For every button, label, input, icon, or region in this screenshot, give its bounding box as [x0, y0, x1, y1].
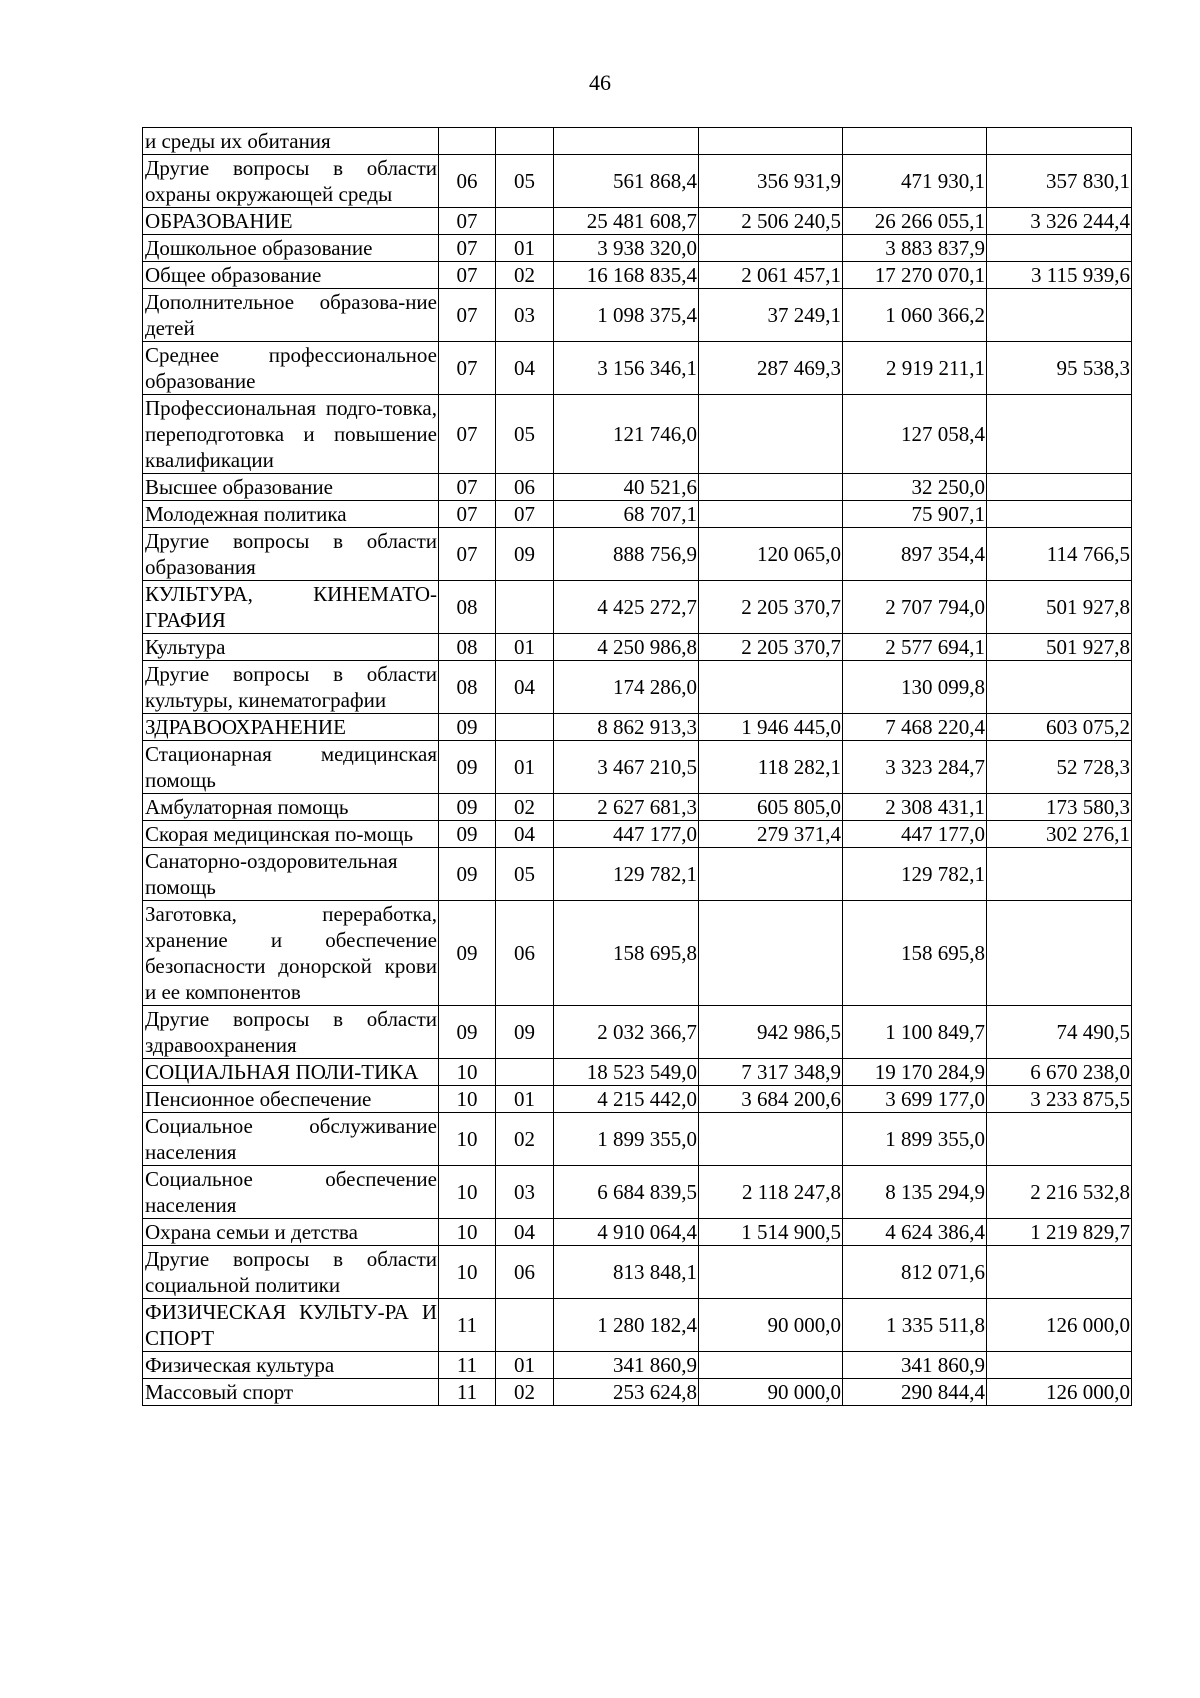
section-code-cell	[439, 128, 496, 155]
amount-cell-2: 2 205 370,7	[699, 634, 843, 661]
amount-cell-2: 356 931,9	[699, 155, 843, 208]
amount-cell-2: 2 061 457,1	[699, 262, 843, 289]
amount-cell-2: 2 205 370,7	[699, 581, 843, 634]
subsection-code-cell: 06	[496, 901, 554, 1006]
amount-cell-1	[554, 128, 699, 155]
amount-cell-4	[987, 235, 1132, 262]
amount-cell-2	[699, 395, 843, 474]
amount-cell-1: 18 523 549,0	[554, 1059, 699, 1086]
amount-cell-2: 120 065,0	[699, 528, 843, 581]
subsection-code-cell: 01	[496, 235, 554, 262]
amount-cell-2: 287 469,3	[699, 342, 843, 395]
amount-cell-1: 1 280 182,4	[554, 1299, 699, 1352]
table-row	[143, 1352, 1132, 1379]
amount-cell-4: 126 000,0	[987, 1379, 1132, 1406]
amount-cell-4	[987, 1246, 1132, 1299]
amount-cell-4: 52 728,3	[987, 741, 1132, 794]
amount-cell-1: 40 521,6	[554, 474, 699, 501]
subsection-code-cell: 05	[496, 395, 554, 474]
amount-cell-3: 447 177,0	[843, 821, 987, 848]
row-name-cell: Социальное обслуживание населения	[143, 1113, 439, 1166]
amount-cell-2	[699, 474, 843, 501]
table-row	[143, 1006, 1132, 1059]
subsection-code-cell: 09	[496, 1006, 554, 1059]
amount-cell-3: 7 468 220,4	[843, 714, 987, 741]
amount-cell-4: 3 326 244,4	[987, 208, 1132, 235]
amount-cell-3: 1 100 849,7	[843, 1006, 987, 1059]
amount-cell-2: 1 514 900,5	[699, 1219, 843, 1246]
amount-cell-3: 1 899 355,0	[843, 1113, 987, 1166]
amount-cell-2	[699, 235, 843, 262]
table-row	[143, 741, 1132, 794]
section-code-cell: 07	[439, 208, 496, 235]
amount-cell-2	[699, 901, 843, 1006]
table-row	[143, 1113, 1132, 1166]
page-number: 46	[589, 70, 611, 95]
amount-cell-3: 2 707 794,0	[843, 581, 987, 634]
table-row	[143, 395, 1132, 474]
row-name-cell: ФИЗИЧЕСКАЯ КУЛЬТУ-РА И СПОРТ	[143, 1299, 439, 1352]
amount-cell-1: 4 215 442,0	[554, 1086, 699, 1113]
amount-cell-1: 1 098 375,4	[554, 289, 699, 342]
section-code-cell: 06	[439, 155, 496, 208]
subsection-code-cell: 05	[496, 155, 554, 208]
subsection-code-cell: 01	[496, 1352, 554, 1379]
row-name-cell: Общее образование	[143, 262, 439, 289]
amount-cell-1: 4 250 986,8	[554, 634, 699, 661]
amount-cell-4: 501 927,8	[987, 634, 1132, 661]
row-name-cell: Массовый спорт	[143, 1379, 439, 1406]
amount-cell-2: 2 118 247,8	[699, 1166, 843, 1219]
row-name-cell: КУЛЬТУРА, КИНЕМАТО-ГРАФИЯ	[143, 581, 439, 634]
section-code-cell: 08	[439, 634, 496, 661]
section-code-cell: 07	[439, 528, 496, 581]
section-code-cell: 10	[439, 1219, 496, 1246]
amount-cell-2: 3 684 200,6	[699, 1086, 843, 1113]
amount-cell-2	[699, 848, 843, 901]
row-name-cell: Культура	[143, 634, 439, 661]
subsection-code-cell: 01	[496, 741, 554, 794]
amount-cell-1: 3 938 320,0	[554, 235, 699, 262]
row-name-cell: Другие вопросы в области социальной политики	[143, 1246, 439, 1299]
table-row	[143, 1246, 1132, 1299]
section-code-cell: 11	[439, 1299, 496, 1352]
amount-cell-3: 290 844,4	[843, 1379, 987, 1406]
subsection-code-cell: 02	[496, 262, 554, 289]
row-name-cell: Профессиональная подго-товка, переподготовка и повышение квалификации	[143, 395, 439, 474]
amount-cell-3	[843, 128, 987, 155]
subsection-code-cell	[496, 1299, 554, 1352]
budget-table	[142, 127, 1132, 1406]
amount-cell-3: 471 930,1	[843, 155, 987, 208]
section-code-cell: 09	[439, 901, 496, 1006]
row-name-cell: Высшее образование	[143, 474, 439, 501]
table-row	[143, 821, 1132, 848]
amount-cell-4	[987, 289, 1132, 342]
amount-cell-3: 1 060 366,2	[843, 289, 987, 342]
amount-cell-4: 114 766,5	[987, 528, 1132, 581]
table-row	[143, 474, 1132, 501]
amount-cell-3: 4 624 386,4	[843, 1219, 987, 1246]
amount-cell-3: 75 907,1	[843, 501, 987, 528]
amount-cell-4: 1 219 829,7	[987, 1219, 1132, 1246]
subsection-code-cell: 06	[496, 474, 554, 501]
row-name-cell: Молодежная политика	[143, 501, 439, 528]
section-code-cell: 09	[439, 1006, 496, 1059]
table-row	[143, 262, 1132, 289]
row-name-cell: Социальное обеспечение населения	[143, 1166, 439, 1219]
amount-cell-4	[987, 1113, 1132, 1166]
row-name-cell: Санаторно-оздоровительная помощь	[143, 848, 439, 901]
table-row	[143, 1219, 1132, 1246]
row-name-cell: Среднее профессиональное образование	[143, 342, 439, 395]
subsection-code-cell	[496, 128, 554, 155]
section-code-cell: 07	[439, 501, 496, 528]
amount-cell-3: 26 266 055,1	[843, 208, 987, 235]
section-code-cell: 10	[439, 1246, 496, 1299]
amount-cell-4	[987, 1352, 1132, 1379]
amount-cell-1: 1 899 355,0	[554, 1113, 699, 1166]
table-row	[143, 1059, 1132, 1086]
subsection-code-cell: 04	[496, 661, 554, 714]
subsection-code-cell: 01	[496, 634, 554, 661]
row-name-cell: Стационарная медицинская помощь	[143, 741, 439, 794]
subsection-code-cell: 04	[496, 821, 554, 848]
amount-cell-2	[699, 128, 843, 155]
amount-cell-2: 605 805,0	[699, 794, 843, 821]
section-code-cell: 09	[439, 794, 496, 821]
amount-cell-4	[987, 661, 1132, 714]
subsection-code-cell: 02	[496, 1379, 554, 1406]
row-name-cell: Охрана семьи и детства	[143, 1219, 439, 1246]
table-row	[143, 581, 1132, 634]
amount-cell-2	[699, 1113, 843, 1166]
amount-cell-3: 3 699 177,0	[843, 1086, 987, 1113]
table-row	[143, 794, 1132, 821]
subsection-code-cell	[496, 714, 554, 741]
amount-cell-4	[987, 501, 1132, 528]
subsection-code-cell: 04	[496, 342, 554, 395]
amount-cell-3: 3 883 837,9	[843, 235, 987, 262]
amount-cell-1: 8 862 913,3	[554, 714, 699, 741]
table-row	[143, 1299, 1132, 1352]
amount-cell-2: 90 000,0	[699, 1379, 843, 1406]
section-code-cell: 08	[439, 661, 496, 714]
table-row	[143, 901, 1132, 1006]
table-row	[143, 289, 1132, 342]
amount-cell-2: 279 371,4	[699, 821, 843, 848]
section-code-cell: 08	[439, 581, 496, 634]
row-name-cell: и среды их обитания	[143, 128, 439, 155]
amount-cell-4: 501 927,8	[987, 581, 1132, 634]
subsection-code-cell: 07	[496, 501, 554, 528]
section-code-cell: 07	[439, 342, 496, 395]
amount-cell-3: 17 270 070,1	[843, 262, 987, 289]
row-name-cell: Скорая медицинская по-мощь	[143, 821, 439, 848]
amount-cell-2: 942 986,5	[699, 1006, 843, 1059]
amount-cell-3: 19 170 284,9	[843, 1059, 987, 1086]
row-name-cell: Другие вопросы в области культуры, кинематографии	[143, 661, 439, 714]
amount-cell-1: 16 168 835,4	[554, 262, 699, 289]
section-code-cell: 10	[439, 1113, 496, 1166]
amount-cell-1: 4 425 272,7	[554, 581, 699, 634]
amount-cell-4: 6 670 238,0	[987, 1059, 1132, 1086]
section-code-cell: 09	[439, 821, 496, 848]
subsection-code-cell: 03	[496, 289, 554, 342]
amount-cell-4	[987, 901, 1132, 1006]
amount-cell-1: 2 032 366,7	[554, 1006, 699, 1059]
amount-cell-1: 2 627 681,3	[554, 794, 699, 821]
table-row	[143, 1086, 1132, 1113]
amount-cell-1: 68 707,1	[554, 501, 699, 528]
amount-cell-4: 3 115 939,6	[987, 262, 1132, 289]
amount-cell-4	[987, 848, 1132, 901]
row-name-cell: Физическая культура	[143, 1352, 439, 1379]
amount-cell-1: 6 684 839,5	[554, 1166, 699, 1219]
subsection-code-cell: 06	[496, 1246, 554, 1299]
amount-cell-2	[699, 1352, 843, 1379]
subsection-code-cell	[496, 581, 554, 634]
amount-cell-3: 341 860,9	[843, 1352, 987, 1379]
table-row	[143, 848, 1132, 901]
amount-cell-4	[987, 395, 1132, 474]
row-name-cell: Другие вопросы в области здравоохранения	[143, 1006, 439, 1059]
amount-cell-1: 4 910 064,4	[554, 1219, 699, 1246]
amount-cell-4: 126 000,0	[987, 1299, 1132, 1352]
row-name-cell: ОБРАЗОВАНИЕ	[143, 208, 439, 235]
row-name-cell: Другие вопросы в области охраны окружающей среды	[143, 155, 439, 208]
table-row	[143, 1166, 1132, 1219]
amount-cell-3: 3 323 284,7	[843, 741, 987, 794]
section-code-cell: 07	[439, 395, 496, 474]
table-row	[143, 155, 1132, 208]
section-code-cell: 10	[439, 1166, 496, 1219]
subsection-code-cell: 02	[496, 794, 554, 821]
amount-cell-2: 7 317 348,9	[699, 1059, 843, 1086]
table-row	[143, 235, 1132, 262]
row-name-cell: СОЦИАЛЬНАЯ ПОЛИ-ТИКА	[143, 1059, 439, 1086]
row-name-cell: Дополнительное образова-ние детей	[143, 289, 439, 342]
section-code-cell: 11	[439, 1352, 496, 1379]
amount-cell-1: 447 177,0	[554, 821, 699, 848]
amount-cell-4: 74 490,5	[987, 1006, 1132, 1059]
section-code-cell: 07	[439, 262, 496, 289]
subsection-code-cell: 05	[496, 848, 554, 901]
amount-cell-4: 2 216 532,8	[987, 1166, 1132, 1219]
amount-cell-3: 812 071,6	[843, 1246, 987, 1299]
amount-cell-4: 357 830,1	[987, 155, 1132, 208]
subsection-code-cell	[496, 208, 554, 235]
amount-cell-3: 1 335 511,8	[843, 1299, 987, 1352]
amount-cell-1: 174 286,0	[554, 661, 699, 714]
amount-cell-3: 2 919 211,1	[843, 342, 987, 395]
amount-cell-4	[987, 128, 1132, 155]
table-row	[143, 714, 1132, 741]
amount-cell-1: 253 624,8	[554, 1379, 699, 1406]
row-name-cell: Амбулаторная помощь	[143, 794, 439, 821]
table-row	[143, 501, 1132, 528]
amount-cell-1: 3 156 346,1	[554, 342, 699, 395]
section-code-cell: 07	[439, 235, 496, 262]
amount-cell-1: 3 467 210,5	[554, 741, 699, 794]
amount-cell-2: 90 000,0	[699, 1299, 843, 1352]
amount-cell-2: 118 282,1	[699, 741, 843, 794]
row-name-cell: Другие вопросы в области образования	[143, 528, 439, 581]
table-row	[143, 1379, 1132, 1406]
table-row	[143, 128, 1132, 155]
amount-cell-1: 129 782,1	[554, 848, 699, 901]
table-row	[143, 528, 1132, 581]
amount-cell-2: 37 249,1	[699, 289, 843, 342]
amount-cell-2: 1 946 445,0	[699, 714, 843, 741]
subsection-code-cell: 01	[496, 1086, 554, 1113]
table-row	[143, 661, 1132, 714]
amount-cell-2	[699, 501, 843, 528]
amount-cell-4: 95 538,3	[987, 342, 1132, 395]
amount-cell-1: 813 848,1	[554, 1246, 699, 1299]
table-row	[143, 208, 1132, 235]
subsection-code-cell: 03	[496, 1166, 554, 1219]
amount-cell-2	[699, 1246, 843, 1299]
amount-cell-3: 2 577 694,1	[843, 634, 987, 661]
section-code-cell: 09	[439, 714, 496, 741]
row-name-cell: Заготовка, переработка, хранение и обеспечение безопасности донорской крови и ее компонентов	[143, 901, 439, 1006]
section-code-cell: 07	[439, 474, 496, 501]
amount-cell-4: 173 580,3	[987, 794, 1132, 821]
table-row	[143, 342, 1132, 395]
section-code-cell: 09	[439, 741, 496, 794]
amount-cell-1: 158 695,8	[554, 901, 699, 1006]
amount-cell-3: 2 308 431,1	[843, 794, 987, 821]
amount-cell-3: 129 782,1	[843, 848, 987, 901]
amount-cell-4: 3 233 875,5	[987, 1086, 1132, 1113]
row-name-cell: Пенсионное обеспечение	[143, 1086, 439, 1113]
amount-cell-1: 341 860,9	[554, 1352, 699, 1379]
subsection-code-cell: 02	[496, 1113, 554, 1166]
amount-cell-1: 888 756,9	[554, 528, 699, 581]
amount-cell-3: 897 354,4	[843, 528, 987, 581]
amount-cell-4	[987, 474, 1132, 501]
amount-cell-2	[699, 661, 843, 714]
amount-cell-3: 8 135 294,9	[843, 1166, 987, 1219]
section-code-cell: 07	[439, 289, 496, 342]
section-code-cell: 11	[439, 1379, 496, 1406]
section-code-cell: 10	[439, 1086, 496, 1113]
subsection-code-cell: 09	[496, 528, 554, 581]
amount-cell-3: 32 250,0	[843, 474, 987, 501]
table-body	[143, 128, 1132, 1406]
row-name-cell: ЗДРАВООХРАНЕНИЕ	[143, 714, 439, 741]
amount-cell-1: 121 746,0	[554, 395, 699, 474]
amount-cell-3: 158 695,8	[843, 901, 987, 1006]
table-row	[143, 634, 1132, 661]
amount-cell-4: 302 276,1	[987, 821, 1132, 848]
subsection-code-cell: 04	[496, 1219, 554, 1246]
amount-cell-2: 2 506 240,5	[699, 208, 843, 235]
amount-cell-1: 25 481 608,7	[554, 208, 699, 235]
section-code-cell: 09	[439, 848, 496, 901]
subsection-code-cell	[496, 1059, 554, 1086]
row-name-cell: Дошкольное образование	[143, 235, 439, 262]
section-code-cell: 10	[439, 1059, 496, 1086]
amount-cell-3: 130 099,8	[843, 661, 987, 714]
amount-cell-4: 603 075,2	[987, 714, 1132, 741]
amount-cell-3: 127 058,4	[843, 395, 987, 474]
amount-cell-1: 561 868,4	[554, 155, 699, 208]
